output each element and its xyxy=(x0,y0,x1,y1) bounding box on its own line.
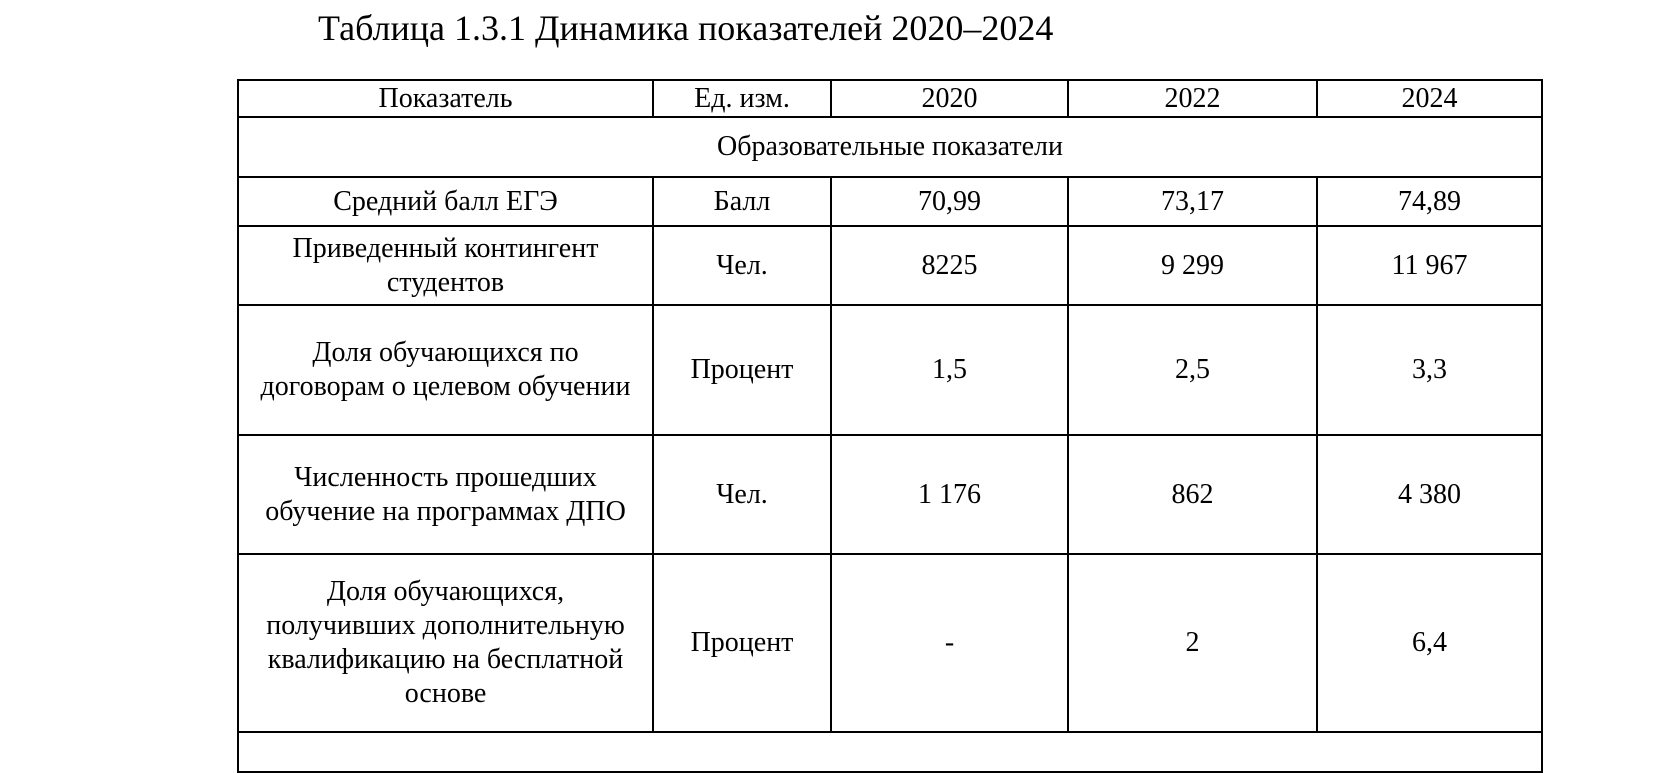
indicator-name: Средний балл ЕГЭ xyxy=(238,177,653,226)
value-2024: 74,89 xyxy=(1317,177,1542,226)
indicator-unit: Чел. xyxy=(653,226,831,305)
header-year-2024: 2024 xyxy=(1317,80,1542,117)
section-title: Образовательные показатели xyxy=(238,117,1542,177)
table-row xyxy=(238,226,1542,305)
value-2020: - xyxy=(831,554,1068,732)
table-header-row xyxy=(238,80,1542,117)
value-2020: 8225 xyxy=(831,226,1068,305)
value-2020: 1,5 xyxy=(831,305,1068,435)
indicator-unit: Процент xyxy=(653,305,831,435)
header-unit: Ед. изм. xyxy=(653,80,831,117)
value-2024: 6,4 xyxy=(1317,554,1542,732)
value-2022: 2 xyxy=(1068,554,1317,732)
table-row xyxy=(238,177,1542,226)
section-row xyxy=(238,117,1542,177)
table-row xyxy=(238,435,1542,554)
continued-row-cell xyxy=(238,732,1542,772)
indicator-name: Доля обучающихся, получивших дополнительную квалификацию на бесплатной основе xyxy=(238,554,653,732)
indicator-unit: Процент xyxy=(653,554,831,732)
header-year-2020: 2020 xyxy=(831,80,1068,117)
indicator-unit: Балл xyxy=(653,177,831,226)
value-2020: 70,99 xyxy=(831,177,1068,226)
value-2022: 862 xyxy=(1068,435,1317,554)
value-2022: 2,5 xyxy=(1068,305,1317,435)
value-2020: 1 176 xyxy=(831,435,1068,554)
table-row-continued xyxy=(238,732,1542,772)
value-2022: 73,17 xyxy=(1068,177,1317,226)
value-2024: 4 380 xyxy=(1317,435,1542,554)
value-2022: 9 299 xyxy=(1068,226,1317,305)
indicators-table xyxy=(237,79,1543,773)
value-2024: 3,3 xyxy=(1317,305,1542,435)
table-row xyxy=(238,554,1542,732)
indicator-name: Доля обучающихся по договорам о целевом обучении xyxy=(238,305,653,435)
indicator-name: Приведенный контингент студентов xyxy=(238,226,653,305)
indicator-unit: Чел. xyxy=(653,435,831,554)
page-title: Таблица 1.3.1 Динамика показателей 2020–2024 xyxy=(318,8,1054,48)
value-2024: 11 967 xyxy=(1317,226,1542,305)
indicator-name: Численность прошедших обучение на программах ДПО xyxy=(238,435,653,554)
header-year-2022: 2022 xyxy=(1068,80,1317,117)
header-indicator: Показатель xyxy=(238,80,653,117)
table-row xyxy=(238,305,1542,435)
